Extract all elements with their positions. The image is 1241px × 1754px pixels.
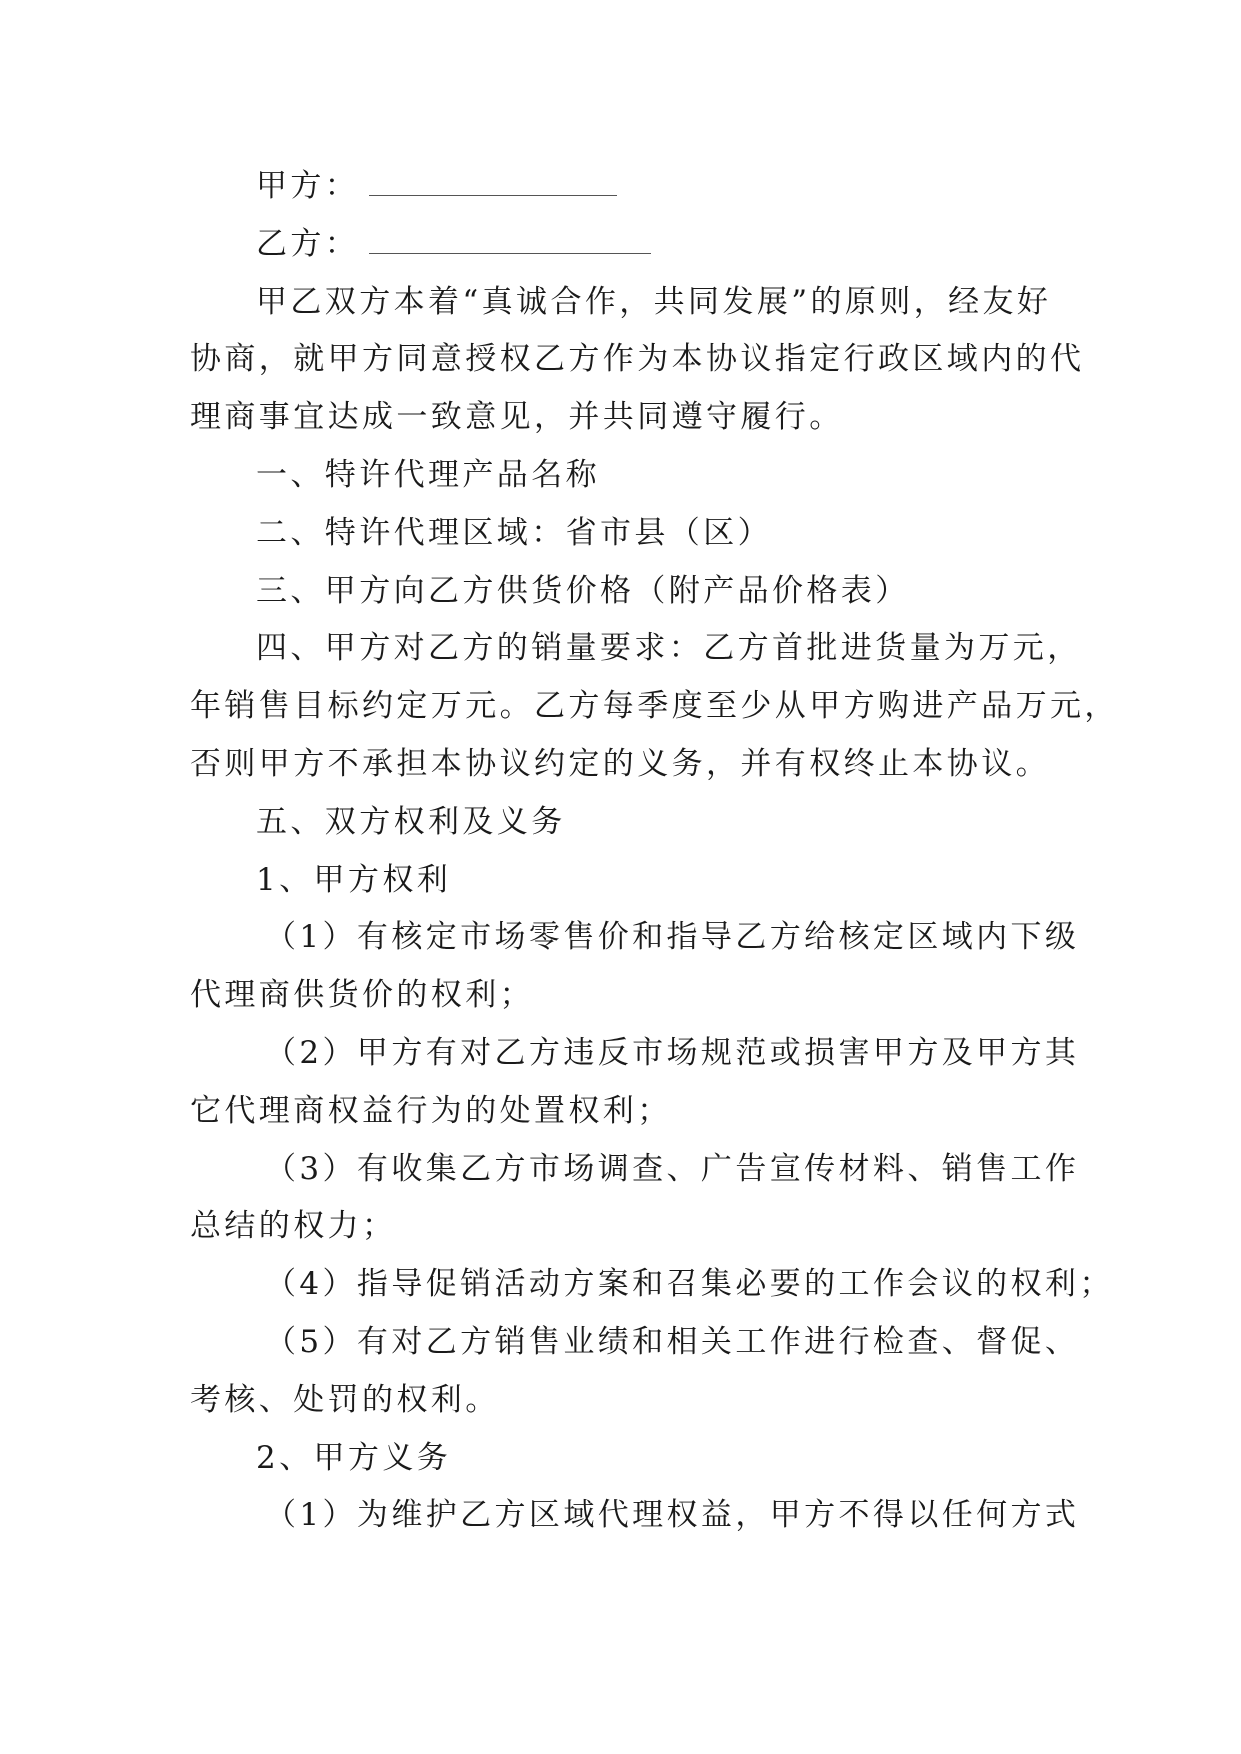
clause-line: （3）有收集乙方市场调查、广告宣传材料、销售工作 bbox=[265, 1150, 1080, 1187]
party-a-line bbox=[190, 158, 1060, 216]
clause-line: 它代理商权益行为的处置权利； bbox=[190, 1092, 672, 1129]
subsection-title: 2、甲方义务 bbox=[256, 1439, 452, 1476]
clause-line: （2）甲方有对乙方违反市场规范或损害甲方及甲方其 bbox=[265, 1034, 1080, 1071]
section-heading: 二、特许代理区域：省市县（区） bbox=[256, 514, 772, 551]
clause-line: （1）为维护乙方区域代理权益，甲方不得以任何方式 bbox=[265, 1497, 1080, 1534]
clause-line: （5）有对乙方销售业绩和相关工作进行检查、督促、 bbox=[265, 1323, 1080, 1360]
section-heading: 五、双方权利及义务 bbox=[256, 803, 566, 840]
party-b-line bbox=[190, 216, 1060, 274]
intro-line: 甲乙双方本着“真诚合作，共同发展”的原则，经友好 bbox=[256, 283, 1052, 320]
section-heading: 一、特许代理产品名称 bbox=[256, 456, 600, 493]
clause-line: （4）指导促销活动方案和召集必要的工作会议的权利； bbox=[265, 1266, 1114, 1303]
intro-line: 协商，就甲方同意授权乙方作为本协议指定行政区域内的代 bbox=[190, 341, 1085, 378]
party-b-label: 乙方： bbox=[256, 225, 360, 262]
party-a-blank[interactable] bbox=[369, 175, 617, 196]
clause-line: 考核、处罚的权利。 bbox=[190, 1381, 500, 1418]
section-paragraph-line: 否则甲方不承担本协议约定的义务，并有权终止本协议。 bbox=[190, 745, 1050, 782]
party-b-blank[interactable] bbox=[369, 233, 651, 254]
clause-line: 总结的权力； bbox=[190, 1208, 397, 1245]
subsection-title: 1、甲方权利 bbox=[256, 861, 452, 898]
clause-line: （1）有核定市场零售价和指导乙方给核定区域内下级 bbox=[265, 919, 1080, 956]
clause-line: 代理商供货价的权利； bbox=[190, 977, 534, 1014]
section-paragraph-line: 年销售目标约定万元。乙方每季度至少从甲方购进产品万元， bbox=[190, 688, 1119, 725]
section-heading: 三、甲方向乙方供货价格（附产品价格表） bbox=[256, 572, 910, 609]
document-page bbox=[190, 158, 1119, 1545]
intro-line: 理商事宜达成一致意见，并共同遵守履行。 bbox=[190, 399, 844, 436]
section-paragraph-line: 四、甲方对乙方的销量要求：乙方首批进货量为万元， bbox=[256, 630, 1082, 667]
party-a-label: 甲方： bbox=[256, 168, 360, 204]
